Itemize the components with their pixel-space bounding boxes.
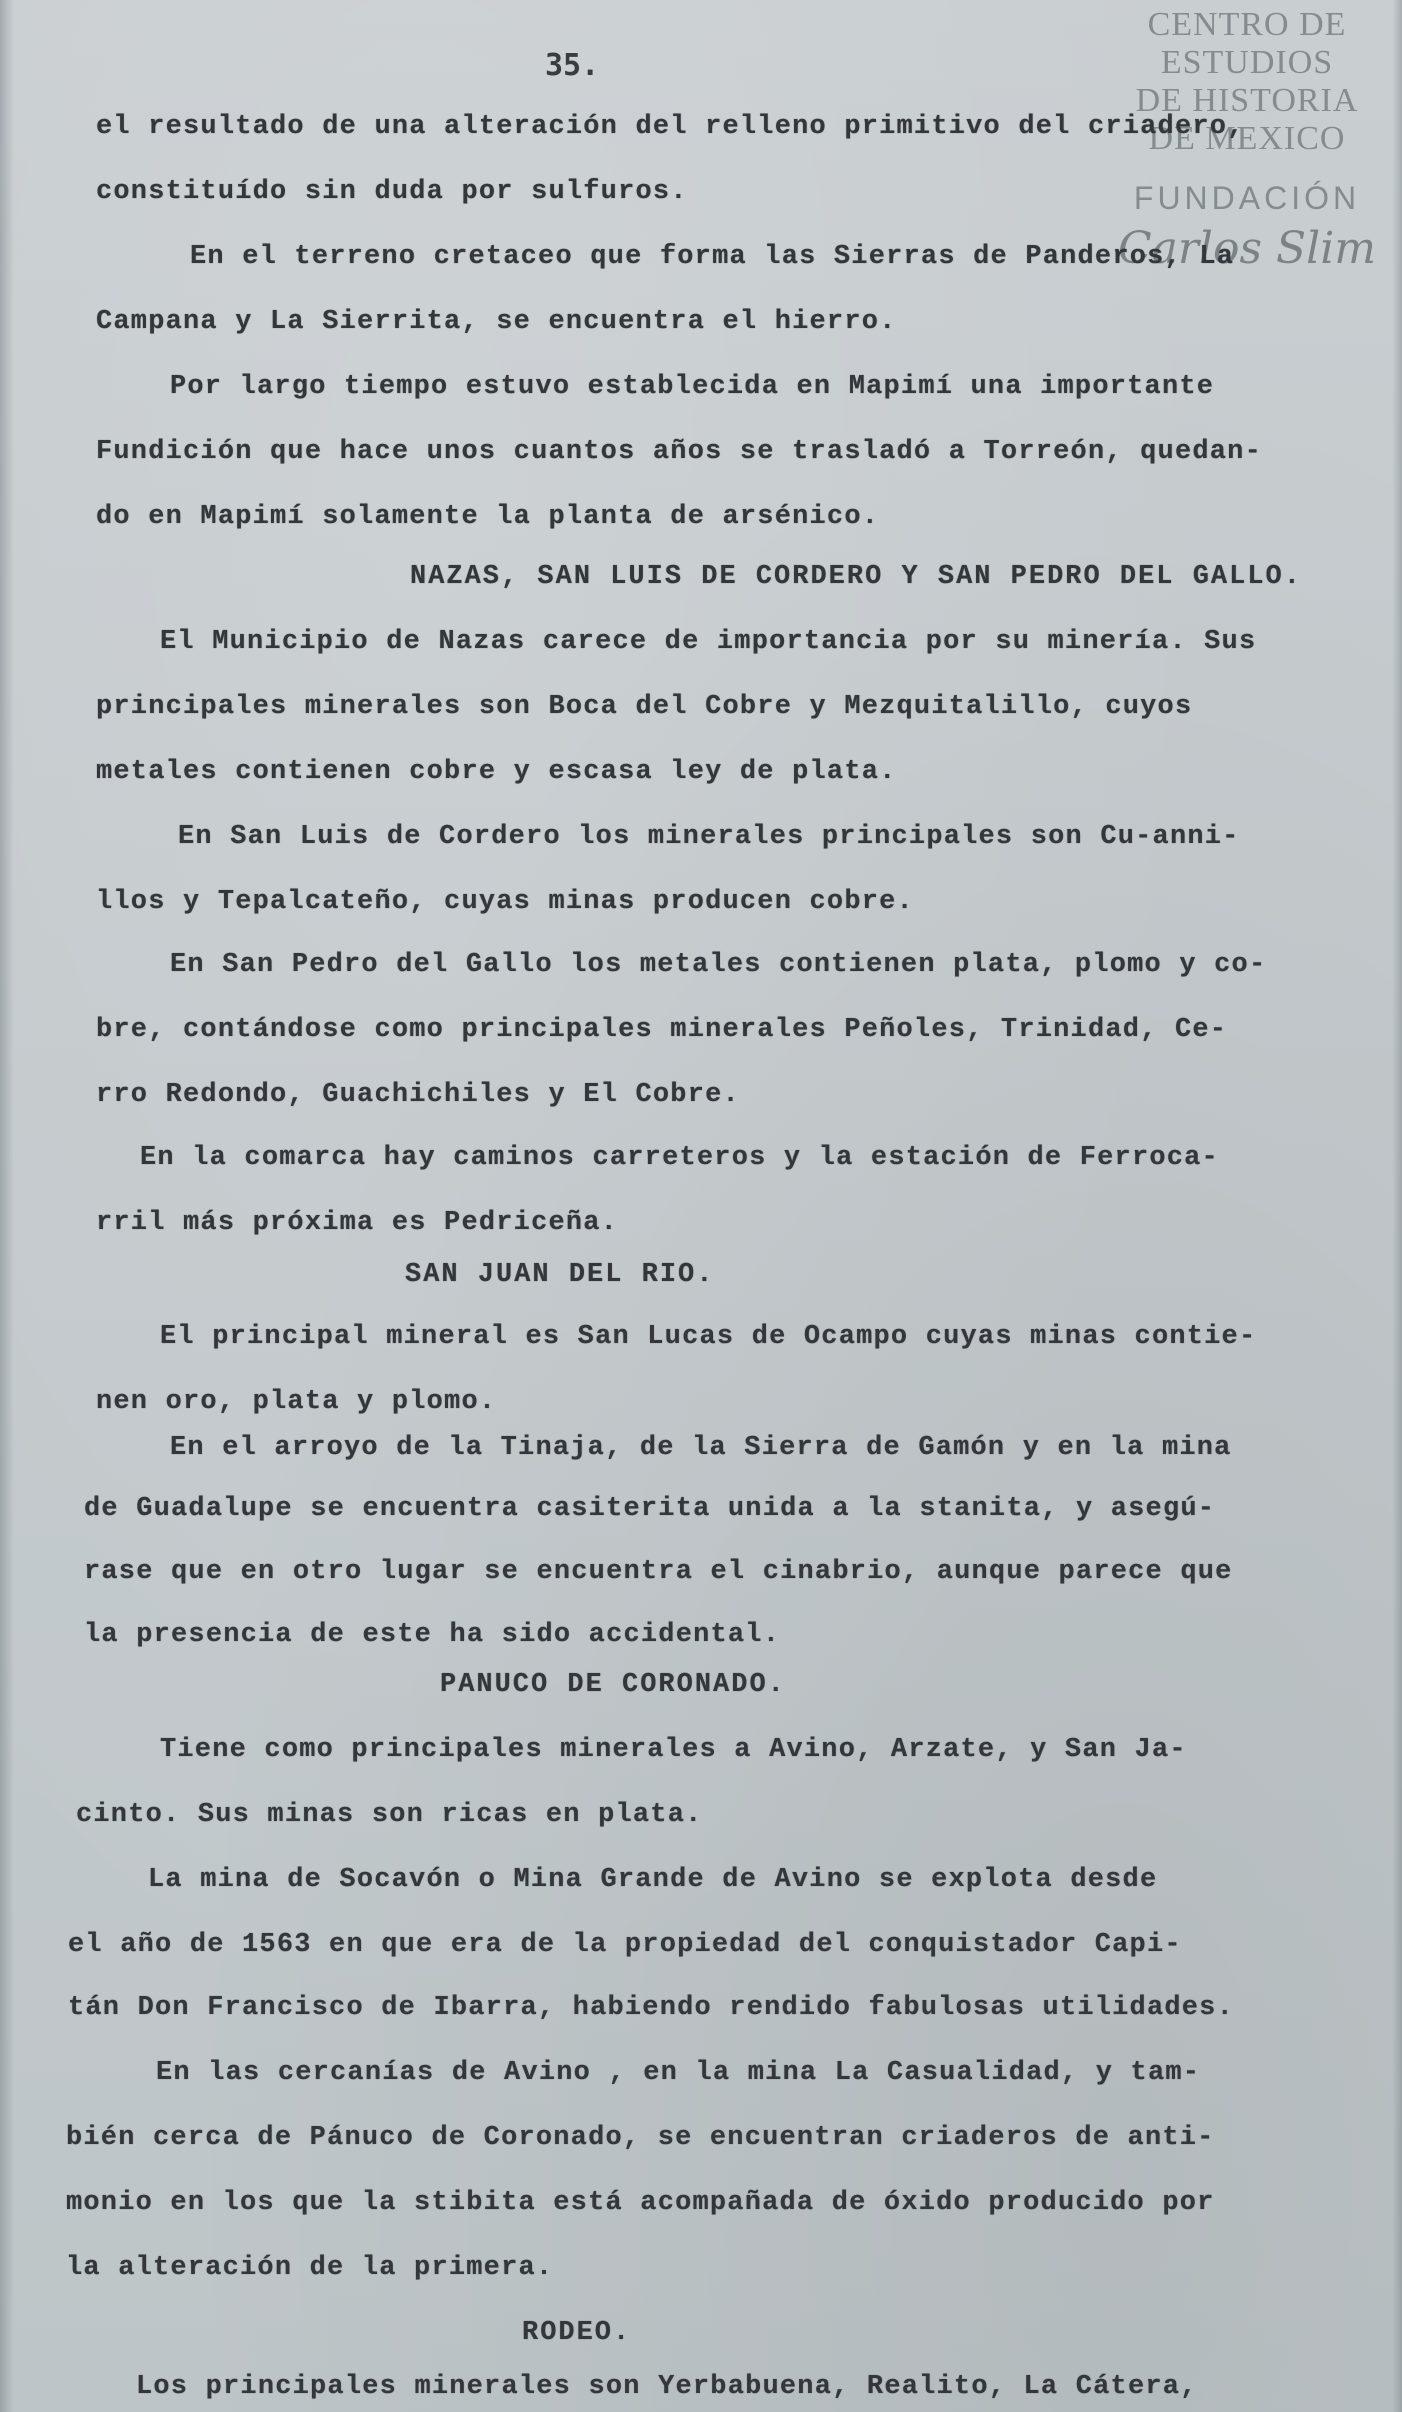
- text-line: En la comarca hay caminos carreteros y la estación de Ferroca-: [140, 1143, 1219, 1173]
- text-line: En San Luis de Cordero los minerales principales son Cu-anni-: [178, 822, 1240, 852]
- text-line: cinto. Sus minas son ricas en plata.: [76, 1800, 703, 1830]
- text-line: En San Pedro del Gallo los metales contienen plata, plomo y co-: [170, 950, 1267, 980]
- section-heading: PANUCO DE CORONADO.: [440, 1670, 786, 1700]
- text-line: En las cercanías de Avino , en la mina La Casualidad, y tam-: [156, 2058, 1201, 2088]
- text-line: nen oro, plata y plomo.: [96, 1387, 497, 1417]
- watermark-signature: Carlos Slim: [1117, 223, 1377, 274]
- watermark-foundation: FUNDACIÓN: [1133, 180, 1361, 216]
- text-line: monio en los que la stibita está acompañada de óxido producido por: [66, 2188, 1215, 2218]
- page-edge-left: [0, 0, 14, 2412]
- page-edge-right: [1392, 0, 1402, 2412]
- text-line: bién cerca de Pánuco de Coronado, se encuentran criaderos de anti-: [66, 2123, 1215, 2153]
- text-line: En el arroyo de la Tinaja, de la Sierra de Gamón y en la mina: [170, 1433, 1232, 1463]
- section-heading: SAN JUAN DEL RIO.: [405, 1260, 715, 1290]
- text-line: Por largo tiempo estuvo establecida en Mapimí una importante: [170, 372, 1215, 402]
- text-line: Fundición que hace unos cuantos años se trasladó a Torreón, quedan-: [96, 437, 1262, 467]
- watermark-line: DE MEXICO: [1148, 120, 1346, 157]
- text-line: Los principales minerales son Yerbabuena, Realito, La Cátera,: [136, 2372, 1198, 2402]
- text-line: Tiene como principales minerales a Avino, Arzate, y San Ja-: [160, 1735, 1187, 1765]
- watermark-line: DE HISTORIA: [1135, 82, 1359, 119]
- text-line: rro Redondo, Guachichiles y El Cobre.: [96, 1080, 740, 1110]
- text-line: Campana y La Sierrita, se encuentra el hierro.: [96, 307, 897, 337]
- text-line: La mina de Socavón o Mina Grande de Avino se explota desde: [148, 1865, 1158, 1895]
- text-line: rril más próxima es Pedriceña.: [96, 1208, 619, 1238]
- text-line: el año de 1563 en que era de la propiedad del conquistador Capi-: [68, 1930, 1182, 1960]
- page-number: 35.: [545, 48, 600, 83]
- text-line: El Municipio de Nazas carece de importancia por su minería. Sus: [160, 627, 1257, 657]
- text-line: rase que en otro lugar se encuentra el cinabrio, aunque parece que: [84, 1557, 1233, 1587]
- watermark-line: CENTRO DE: [1147, 6, 1347, 43]
- section-heading: NAZAS, SAN LUIS DE CORDERO Y SAN PEDRO DEL GALLO.: [410, 562, 1302, 592]
- section-heading: RODEO.: [522, 2318, 632, 2348]
- watermark-line: ESTUDIOS: [1160, 44, 1334, 81]
- text-line: metales contienen cobre y escasa ley de plata.: [96, 757, 897, 787]
- text-line: do en Mapimí solamente la planta de arsénico.: [96, 502, 880, 532]
- text-line: El principal mineral es San Lucas de Ocampo cuyas minas contie-: [160, 1322, 1257, 1352]
- text-line: bre, contándose como principales minerales Peñoles, Trinidad, Ce-: [96, 1015, 1228, 1045]
- text-line: constituído sin duda por sulfuros.: [96, 177, 688, 207]
- text-line: la presencia de este ha sido accidental.: [84, 1620, 781, 1650]
- text-line: de Guadalupe se encuentra casiterita unida a la stanita, y asegú-: [84, 1494, 1216, 1524]
- text-line: llos y Tepalcateño, cuyas minas producen cobre.: [96, 887, 914, 917]
- text-line: el resultado de una alteración del relleno primitivo del criadero,: [96, 112, 1245, 142]
- text-line: la alteración de la primera.: [66, 2253, 554, 2283]
- text-line: principales minerales son Boca del Cobre y Mezquitalillo, cuyos: [96, 692, 1193, 722]
- text-line: tán Don Francisco de Ibarra, habiendo rendido fabulosas utilidades.: [68, 1993, 1234, 2023]
- text-line: En el terreno cretaceo que forma las Sierras de Panderos, La: [190, 242, 1235, 272]
